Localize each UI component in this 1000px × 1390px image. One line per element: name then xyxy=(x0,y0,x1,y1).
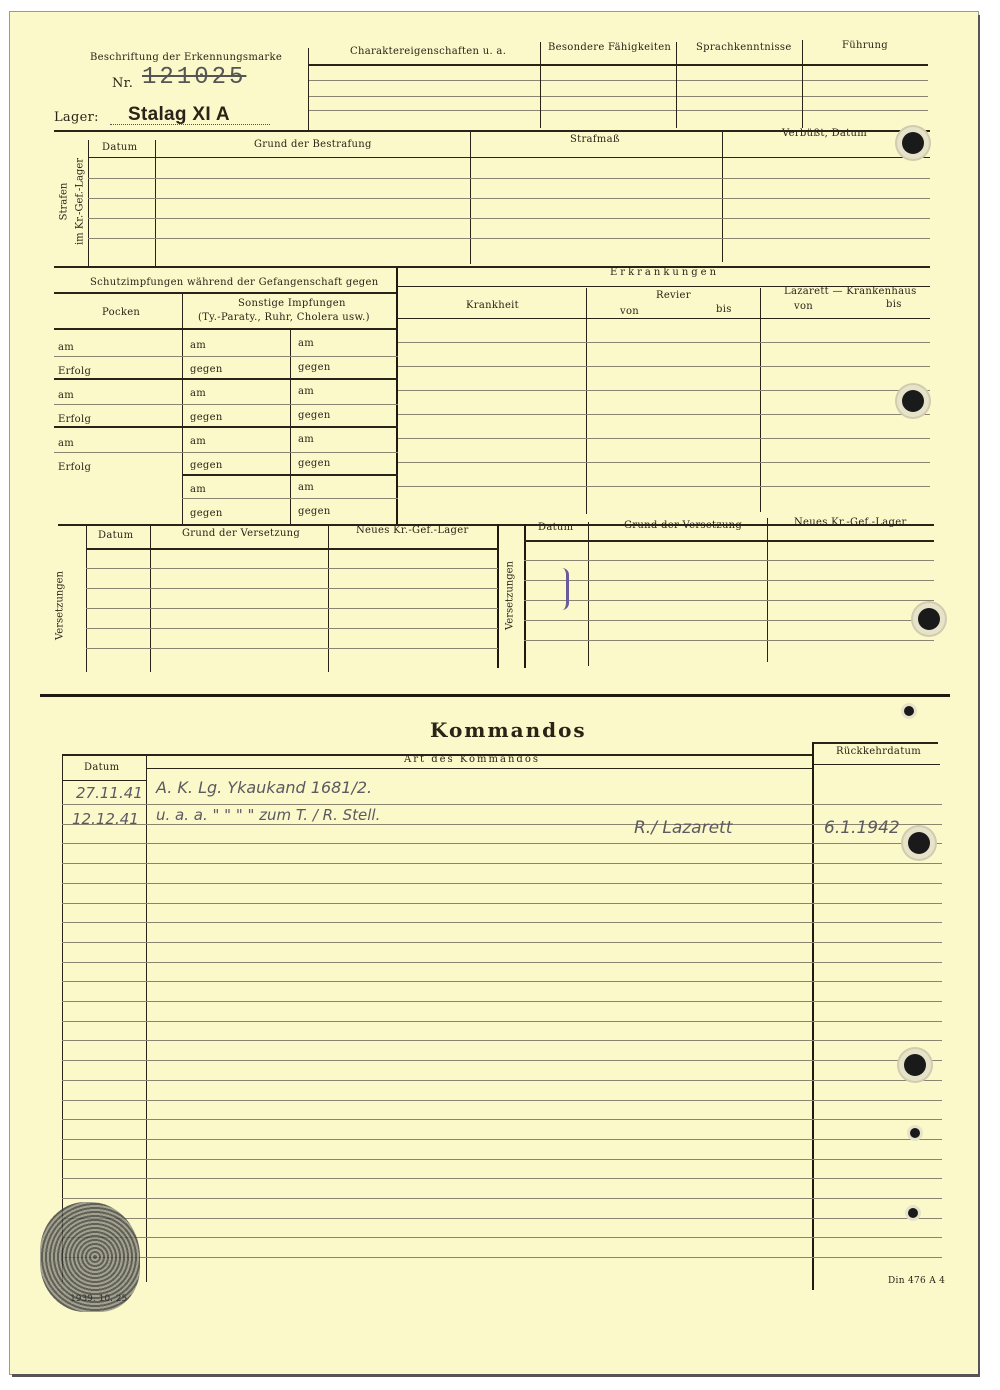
col-fuehrung: Führung xyxy=(842,40,888,51)
impf-col-sonstige-2: (Ty.-Paraty., Ruhr, Cholera usw.) xyxy=(198,312,370,323)
kommandos-ruled-line xyxy=(62,804,942,805)
kom-col-rueckkehr: Rückkehrdatum xyxy=(836,746,922,757)
kommandos-ruled-line xyxy=(62,1119,942,1120)
vers-col-grund-right: Grund der Versetzung xyxy=(624,520,743,531)
kommandos-ruled-line xyxy=(62,981,942,982)
vers-col-datum-left: Datum xyxy=(98,530,134,541)
erk-col-lazarett: Lazarett — Krankenhaus xyxy=(784,286,917,297)
kom-entry-2-art: u. a. a. " " " " zum T. / R. Stell. xyxy=(156,806,381,824)
sonst-gegen-3a: gegen xyxy=(190,460,223,471)
vers-col-grund-left: Grund der Versetzung xyxy=(182,528,301,539)
lager-label: Lager: xyxy=(54,110,99,125)
kommandos-ruled-line xyxy=(62,1060,942,1061)
kom-entry-2-datum: 12.12.41 xyxy=(72,810,139,828)
ink-mark xyxy=(562,568,569,610)
kommandos-ruled-line xyxy=(62,1237,942,1238)
sonst-gegen-2b: gegen xyxy=(298,410,331,421)
kommandos-ruled-line xyxy=(62,1139,942,1140)
pocken-erfolg-2: Erfolg xyxy=(58,414,92,425)
kom-entry-1-datum: 27.11.41 xyxy=(76,784,143,802)
kommandos-ruled-line xyxy=(62,1198,942,1199)
sonst-am-3a: am xyxy=(190,436,207,447)
sonst-am-4b: am xyxy=(298,482,315,493)
marke-label: Beschriftung der Erkennungsmarke xyxy=(90,52,283,63)
kommandos-ruled-line xyxy=(62,922,942,923)
erk-revier-bis: bis xyxy=(716,304,732,315)
punch-hole xyxy=(902,132,924,154)
punch-hole xyxy=(910,1128,920,1138)
punch-hole xyxy=(904,706,914,716)
sonst-am-1b: am xyxy=(298,338,315,349)
kommandos-ruled-line xyxy=(62,1080,942,1081)
punch-hole xyxy=(918,608,940,630)
kommandos-ruled-line xyxy=(62,942,942,943)
kommandos-ruled-line xyxy=(62,1257,942,1258)
strafen-col-verbuesst: Verbüßt, Datum xyxy=(782,128,868,139)
kommandos-ruled-line xyxy=(62,1178,942,1179)
vers-col-lager-right: Neues Kr.-Gef.-Lager xyxy=(794,517,907,528)
kommandos-ruled-line xyxy=(62,1021,942,1022)
strafen-col-datum: Datum xyxy=(102,142,138,153)
sonst-gegen-3b: gegen xyxy=(298,458,331,469)
kom-entry-2-rueckkehr: 6.1.1942 xyxy=(824,818,900,838)
sonst-gegen-4a: gegen xyxy=(190,508,223,519)
kommandos-ruled-line xyxy=(62,1218,942,1219)
pocken-erfolg-1: Erfolg xyxy=(58,366,92,377)
col-sprach: Sprachkenntnisse xyxy=(696,42,792,53)
nr-value: 121025 xyxy=(142,64,247,91)
kommandos-ruled-line xyxy=(62,1040,942,1041)
erk-col-revier: Revier xyxy=(656,290,691,301)
punch-hole xyxy=(902,390,924,412)
col-charakter: Charaktereigenschaften u. a. xyxy=(350,46,507,57)
erk-lazarett-bis: bis xyxy=(886,299,902,310)
impf-col-sonstige-1: Sonstige Impfungen xyxy=(238,298,346,309)
pocken-erfolg-3: Erfolg xyxy=(58,462,92,473)
sonst-am-2b: am xyxy=(298,386,315,397)
kom-col-datum: Datum xyxy=(84,762,120,773)
pocken-am-3: am xyxy=(58,438,75,449)
erk-revier-von: von xyxy=(620,306,640,317)
sonst-am-2a: am xyxy=(190,388,207,399)
kommandos-ruled-line xyxy=(62,843,942,844)
sonst-am-4a: am xyxy=(190,484,207,495)
kommandos-ruled-line xyxy=(62,1001,942,1002)
kommandos-ruled-line xyxy=(62,962,942,963)
kommandos-ruled-line xyxy=(62,883,942,884)
pocken-am-2: am xyxy=(58,390,75,401)
strafen-col-strafmass: Strafmaß xyxy=(570,134,620,145)
footer-stamp: 1939. 10. 25 xyxy=(70,1294,128,1304)
sonst-am-3b: am xyxy=(298,434,315,445)
kom-entry-2-art-extra: R./ Lazarett xyxy=(634,818,733,838)
strafen-side-label-1: Strafen xyxy=(58,182,70,221)
erk-col-krankheit: Krankheit xyxy=(466,300,519,311)
kommandos-ruled-line xyxy=(62,1159,942,1160)
sonst-gegen-4b: gegen xyxy=(298,506,331,517)
kommandos-ruled-line xyxy=(62,903,942,904)
impf-title: Schutzimpfungen während der Gefangenschaft gegen xyxy=(90,277,379,288)
lager-value: Stalag XI A xyxy=(128,104,230,125)
document-sheet xyxy=(10,12,978,1374)
erkrankungen-title: Erkrankungen xyxy=(610,267,720,278)
punch-hole xyxy=(908,1208,918,1218)
sonst-am-1a: am xyxy=(190,340,207,351)
kommandos-ruled-line xyxy=(62,863,942,864)
vers-col-datum-right: Datum xyxy=(538,522,574,533)
strafen-side-label-2: im Kr.-Gef.-Lager xyxy=(74,157,86,246)
versetzungen-side-label-right: Versetzungen xyxy=(504,561,516,630)
strafen-col-grund: Grund der Bestrafung xyxy=(254,139,372,150)
pocken-am-1: am xyxy=(58,342,75,353)
kom-entry-1-art: A. K. Lg. Ykaukand 1681/2. xyxy=(156,778,373,797)
sonst-gegen-1b: gegen xyxy=(298,362,331,373)
versetzungen-side-label-left: Versetzungen xyxy=(54,571,66,640)
punch-hole xyxy=(904,1054,926,1076)
impf-col-pocken: Pocken xyxy=(102,307,141,318)
col-faehigkeiten: Besondere Fähigkeiten xyxy=(548,42,672,53)
din-label: Din 476 A 4 xyxy=(888,1276,946,1286)
kommandos-title: Kommandos xyxy=(430,718,587,742)
sonst-gegen-1a: gegen xyxy=(190,364,223,375)
vers-col-lager-left: Neues Kr.-Gef.-Lager xyxy=(356,525,469,536)
kommandos-ruled-line xyxy=(62,824,942,825)
sonst-gegen-2a: gegen xyxy=(190,412,223,423)
kommandos-ruled-line xyxy=(62,1100,942,1101)
nr-label: Nr. xyxy=(112,76,134,91)
erk-lazarett-von: von xyxy=(794,301,814,312)
punch-hole xyxy=(908,832,930,854)
kom-col-art: Art des Kommandos xyxy=(404,754,540,765)
